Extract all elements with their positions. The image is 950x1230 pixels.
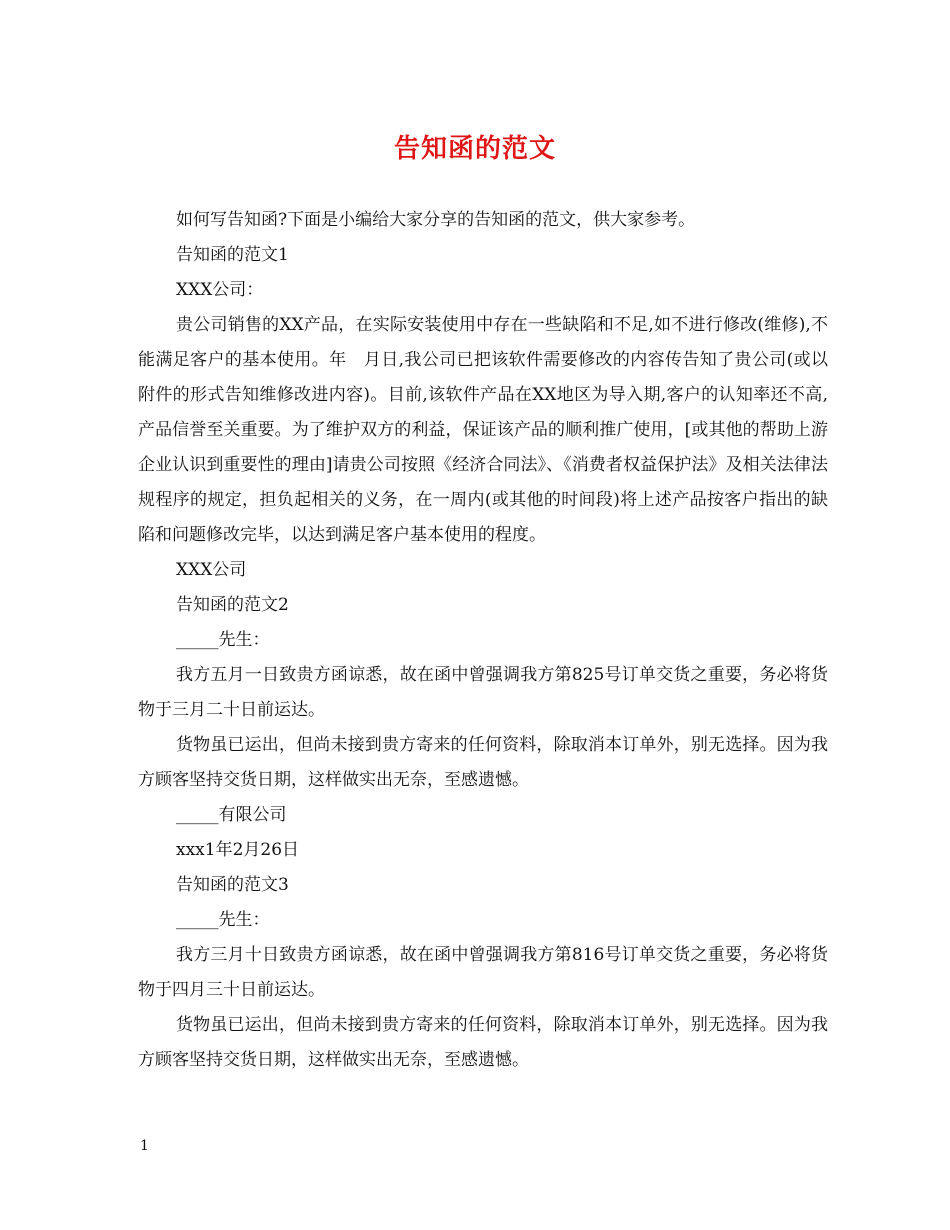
- sample-2-paragraph-2: 货物虽已运出，但尚未接到贵方寄来的任何资料，除取消本订单外，别无选择。因为我方顾客坚持交货日期，这样做实出无奈，至感遗憾。: [138, 735, 828, 790]
- sample-2-paragraph-1: 我方五月一日致贵方函谅悉，故在函中曾强调我方第825号订单交货之重要，务必将货物于三月二十日前运达。: [138, 665, 828, 720]
- sample-3-paragraph-1: 我方三月十日致贵方函谅悉，故在函中曾强调我方第816号订单交货之重要，务必将货物于四月三十日前运达。: [138, 945, 828, 1000]
- sample-1-heading: 告知函的范文1: [176, 245, 289, 265]
- sample-2-signature: _____有限公司: [176, 805, 287, 825]
- sample-1-body: 贵公司销售的XX产品，在实际安装使用中存在一些缺陷和不足,如不进行修改(维修),不能满足客户的基本使用。年 月日,我公司已把该软件需要修改的内容传告知了贵公司(或以附件的形式告知维修改进内容)。目前,该软件产品在XX地区为导入期,客户的认知率还不高,产品信誉至关重要。为了维护双方的利益，保证该产品的顺利推广使用，[或其他的帮助上游企业认识到重要性的理由]请贵公司按照《经济合同法》、《消费者权益保护法》及相关法律法规程序的规定，担负起相关的义务，在一周内(或其他的时间段)将上述产品按客户指出的缺陷和问题修改完毕，以达到满足客户基本使用的程度。: [138, 315, 828, 545]
- sample-3-heading: 告知函的范文3: [176, 875, 289, 895]
- sample-2-salutation: _____先生：: [176, 630, 270, 650]
- document-body: [138, 203, 828, 1078]
- document-title: 告知函的范文: [393, 134, 556, 164]
- sample-2-date: xxx1年2月26日: [176, 840, 300, 860]
- sample-3-paragraph-2: 货物虽已运出，但尚未接到贵方寄来的任何资料，除取消本订单外，别无选择。因为我方顾客坚持交货日期，这样做实出无奈，至感遗憾。: [138, 1015, 828, 1070]
- sample-2-heading: 告知函的范文2: [176, 595, 289, 615]
- sample-1-salutation: XXX公司：: [176, 280, 264, 300]
- sample-1-signature: XXX公司: [176, 560, 247, 580]
- sample-3-salutation: _____先生：: [176, 910, 270, 930]
- intro-paragraph: 如何写告知函?下面是小编给大家分享的告知函的范文，供大家参考。: [176, 210, 696, 230]
- page-number: 1: [140, 1138, 149, 1154]
